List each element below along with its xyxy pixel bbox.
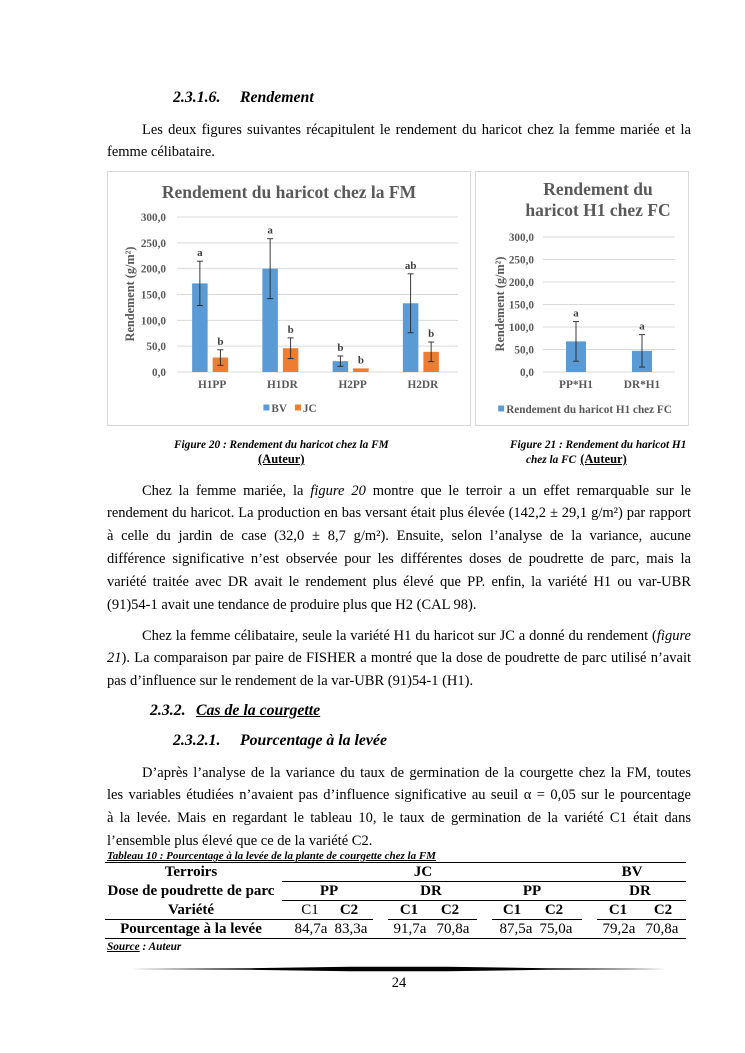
y-tick-label: 200,0 [508, 277, 534, 289]
header-variety: C2 [339, 902, 359, 918]
paragraph-line: Les deux figures suivantes récapitulent le rendement du haricot chez la femme mariée et la [142, 121, 691, 138]
section-number: 2.3.2.1. [173, 732, 221, 749]
y-tick-label: 300,0 [508, 232, 534, 244]
y-tick-label: 150,0 [508, 299, 534, 312]
figure-reference: 21 [107, 650, 122, 667]
y-tick-label: 150,0 [140, 289, 166, 302]
y-tick-label: 0,0 [152, 367, 166, 379]
figure-20-caption: Figure 20 : Rendement du haricot chez la FM [174, 439, 389, 451]
header-dose: DR [420, 883, 442, 899]
footer-divider [130, 966, 667, 972]
section-number: 2.3.1.6. [173, 89, 221, 106]
y-tick-label: 50,0 [146, 341, 166, 354]
significance-letter: a [197, 247, 203, 260]
legend-label: BV [271, 403, 287, 415]
chart-title: Rendement du haricot chez la FM [161, 182, 417, 202]
levee-paragraph [107, 762, 691, 853]
section-number: 2.3.2. [150, 702, 186, 719]
table-caption: Tableau 10 : Pourcentage à la levée de la plante de courgette chez la FM [107, 850, 436, 862]
y-axis-title: Rendement (g/m²) [123, 246, 137, 342]
y-axis-title: Rendement (g/m²) [493, 256, 507, 352]
bar-chart-fm [108, 172, 470, 425]
section-title: Cas de la courgette [196, 702, 321, 719]
text-run: montre que le terroir a un effet remarquable sur le [365, 482, 691, 499]
legend-swatch-rendement-du-haricot-h1-chez-fc [498, 406, 504, 412]
figure-21-caption-line2 [526, 452, 627, 467]
paragraph-line: l’ensemble plus élevé que ce de la variété C2. [107, 832, 373, 849]
row-label-terroirs: Terroirs [164, 864, 218, 880]
chart-title: Rendement du [543, 179, 653, 199]
x-tick-label: H1DR [266, 379, 298, 391]
table-cell-value: 87,5a [499, 921, 533, 937]
section-title: Pourcentage à la levée [240, 732, 387, 749]
header-dose: DR [629, 883, 651, 899]
paragraph-line: pas d’influence sur le rendement de la var-UBR (91)54-1 (H1). [107, 673, 474, 690]
figure-reference: figure [656, 627, 691, 644]
section-heading-levee [173, 731, 387, 751]
row-label-variete: Variété [167, 902, 215, 918]
section-title: Rendement [240, 89, 314, 106]
significance-letter: b [428, 328, 435, 341]
legend-swatch-bv [263, 405, 269, 411]
y-tick-label: 250,0 [140, 237, 166, 250]
figure-20-source: (Auteur) [258, 452, 305, 466]
table-cell-value: 70,8a [436, 921, 470, 937]
intro-paragraph [107, 119, 691, 165]
text-run: ). La comparaison par paire de FISHER a montré que la dose de poudrette de parc utilisé n’avait [121, 650, 691, 667]
significance-letter: ab [404, 259, 417, 272]
bar-h2pp-jc [353, 368, 369, 372]
significance-letter: b [337, 341, 344, 354]
text-run: Chez la femme célibataire, seule la variété H1 du haricot sur JC a donné du rendement ( [142, 627, 657, 644]
table-cell-value: 75,0a [539, 921, 573, 937]
significance-letter: b [287, 323, 294, 336]
paragraph-line: les variables étudiées n’avaient pas d’influence significative au seuil α = 0,05 sur le pourcentage [107, 787, 691, 804]
table-cell-value: 83,3a [334, 921, 368, 937]
table-cell-value: 84,7a [294, 921, 328, 937]
figure-reference: figure 20 [310, 482, 366, 499]
x-tick-label: DR*H1 [623, 379, 661, 391]
paragraph-line: (91)54-1 avait une tendance de produire plus que H2 (CAL 98). [107, 596, 477, 613]
header-variety: C1 [399, 902, 419, 918]
x-tick-label: H2DR [407, 379, 439, 391]
header-terroir-jc: JC [413, 864, 433, 880]
paragraph-line: variété traitée avec DR avait le rendement plus élevé que PP. enfin, la variété H1 ou var-UBR [107, 573, 691, 590]
significance-letter: b [217, 335, 224, 348]
legend-label: Rendement du haricot H1 chez FC [506, 404, 672, 416]
y-tick-label: 0,0 [520, 367, 534, 379]
paragraph-line: D’après l’analyse de la variance du taux de germination de la courgette chez la FM, toutes [142, 764, 691, 781]
section-heading-courgette [150, 701, 321, 721]
chart-legend [263, 403, 316, 415]
significance-letter: a [267, 224, 273, 237]
divider-shape [130, 967, 667, 971]
significance-letter: b [357, 354, 364, 367]
header-variety: C1 [608, 902, 628, 918]
section-heading-rendement [173, 88, 314, 108]
fm-paragraph [107, 480, 691, 617]
header-dose: PP [319, 883, 339, 899]
bar-chart-fc [476, 172, 688, 425]
page-number: 24 [391, 975, 407, 991]
paragraph-line: différence significative n’est observée pour les différentes doses de poudrette de parc, mais la [107, 550, 691, 567]
y-tick-label: 100,0 [140, 315, 166, 328]
paragraph-line: à la levée. Mais en regardant le tableau 10, le taux de germination de la variété C1 était dans [107, 810, 691, 827]
paragraph-line: femme célibataire. [107, 144, 215, 161]
header-variety: C2 [653, 902, 673, 918]
source-value: : Auteur [139, 941, 182, 953]
chart-rendement-fm [107, 171, 471, 426]
x-tick-label: H1PP [198, 379, 227, 391]
y-tick-label: 200,0 [140, 263, 166, 276]
y-tick-label: 50,0 [514, 344, 534, 357]
paragraph-line [107, 480, 691, 503]
header-variety: C2 [440, 902, 460, 918]
chart-title: haricot H1 chez FC [525, 200, 671, 220]
paragraph-line [107, 625, 691, 648]
header-variety: C2 [544, 902, 564, 918]
x-tick-label: H2PP [338, 379, 367, 391]
row-label-pourcentage: Pourcentage à la levée [120, 921, 262, 937]
table-source [107, 940, 181, 954]
legend-swatch-jc [295, 405, 301, 411]
significance-letter: a [639, 320, 645, 333]
table-cell-value: 70,8a [645, 921, 679, 937]
header-variety: C1 [301, 902, 319, 918]
fc-paragraph [107, 625, 691, 693]
paragraph-line: à celle du jardin de case (32,0 ± 8,7 g/m²). Ensuite, selon l’analyse de la variance, aucune [107, 528, 691, 545]
table-cell-value: 79,2a [602, 921, 636, 937]
paragraph-line: rendement du haricot. La production en bas versant était plus élevée (142,2 ± 29,1 g/m²) par rapport [107, 505, 691, 522]
header-dose: PP [522, 883, 542, 899]
figure-21-caption: Figure 21 : Rendement du haricot H1 [510, 439, 687, 451]
header-variety: C1 [502, 902, 522, 918]
y-tick-label: 300,0 [140, 212, 166, 224]
legend-label: JC [302, 403, 317, 415]
figure-21-source: (Auteur) [580, 452, 627, 466]
figure-21-caption-continued: chez la FC [526, 454, 577, 466]
chart-legend [498, 404, 672, 416]
row-label-dose: Dose de poudrette de parc [107, 883, 275, 899]
header-terroir-bv: BV [621, 864, 643, 880]
chart-rendement-fc [475, 171, 689, 426]
y-tick-label: 100,0 [508, 322, 534, 334]
table-cell-value: 91,7a [393, 921, 427, 937]
text-run: Chez la femme mariée, la [142, 482, 311, 499]
source-label: Source [107, 941, 140, 953]
significance-letter: a [573, 307, 579, 320]
y-tick-label: 250,0 [508, 254, 534, 267]
paragraph-line [107, 647, 691, 670]
x-tick-label: PP*H1 [559, 379, 593, 391]
